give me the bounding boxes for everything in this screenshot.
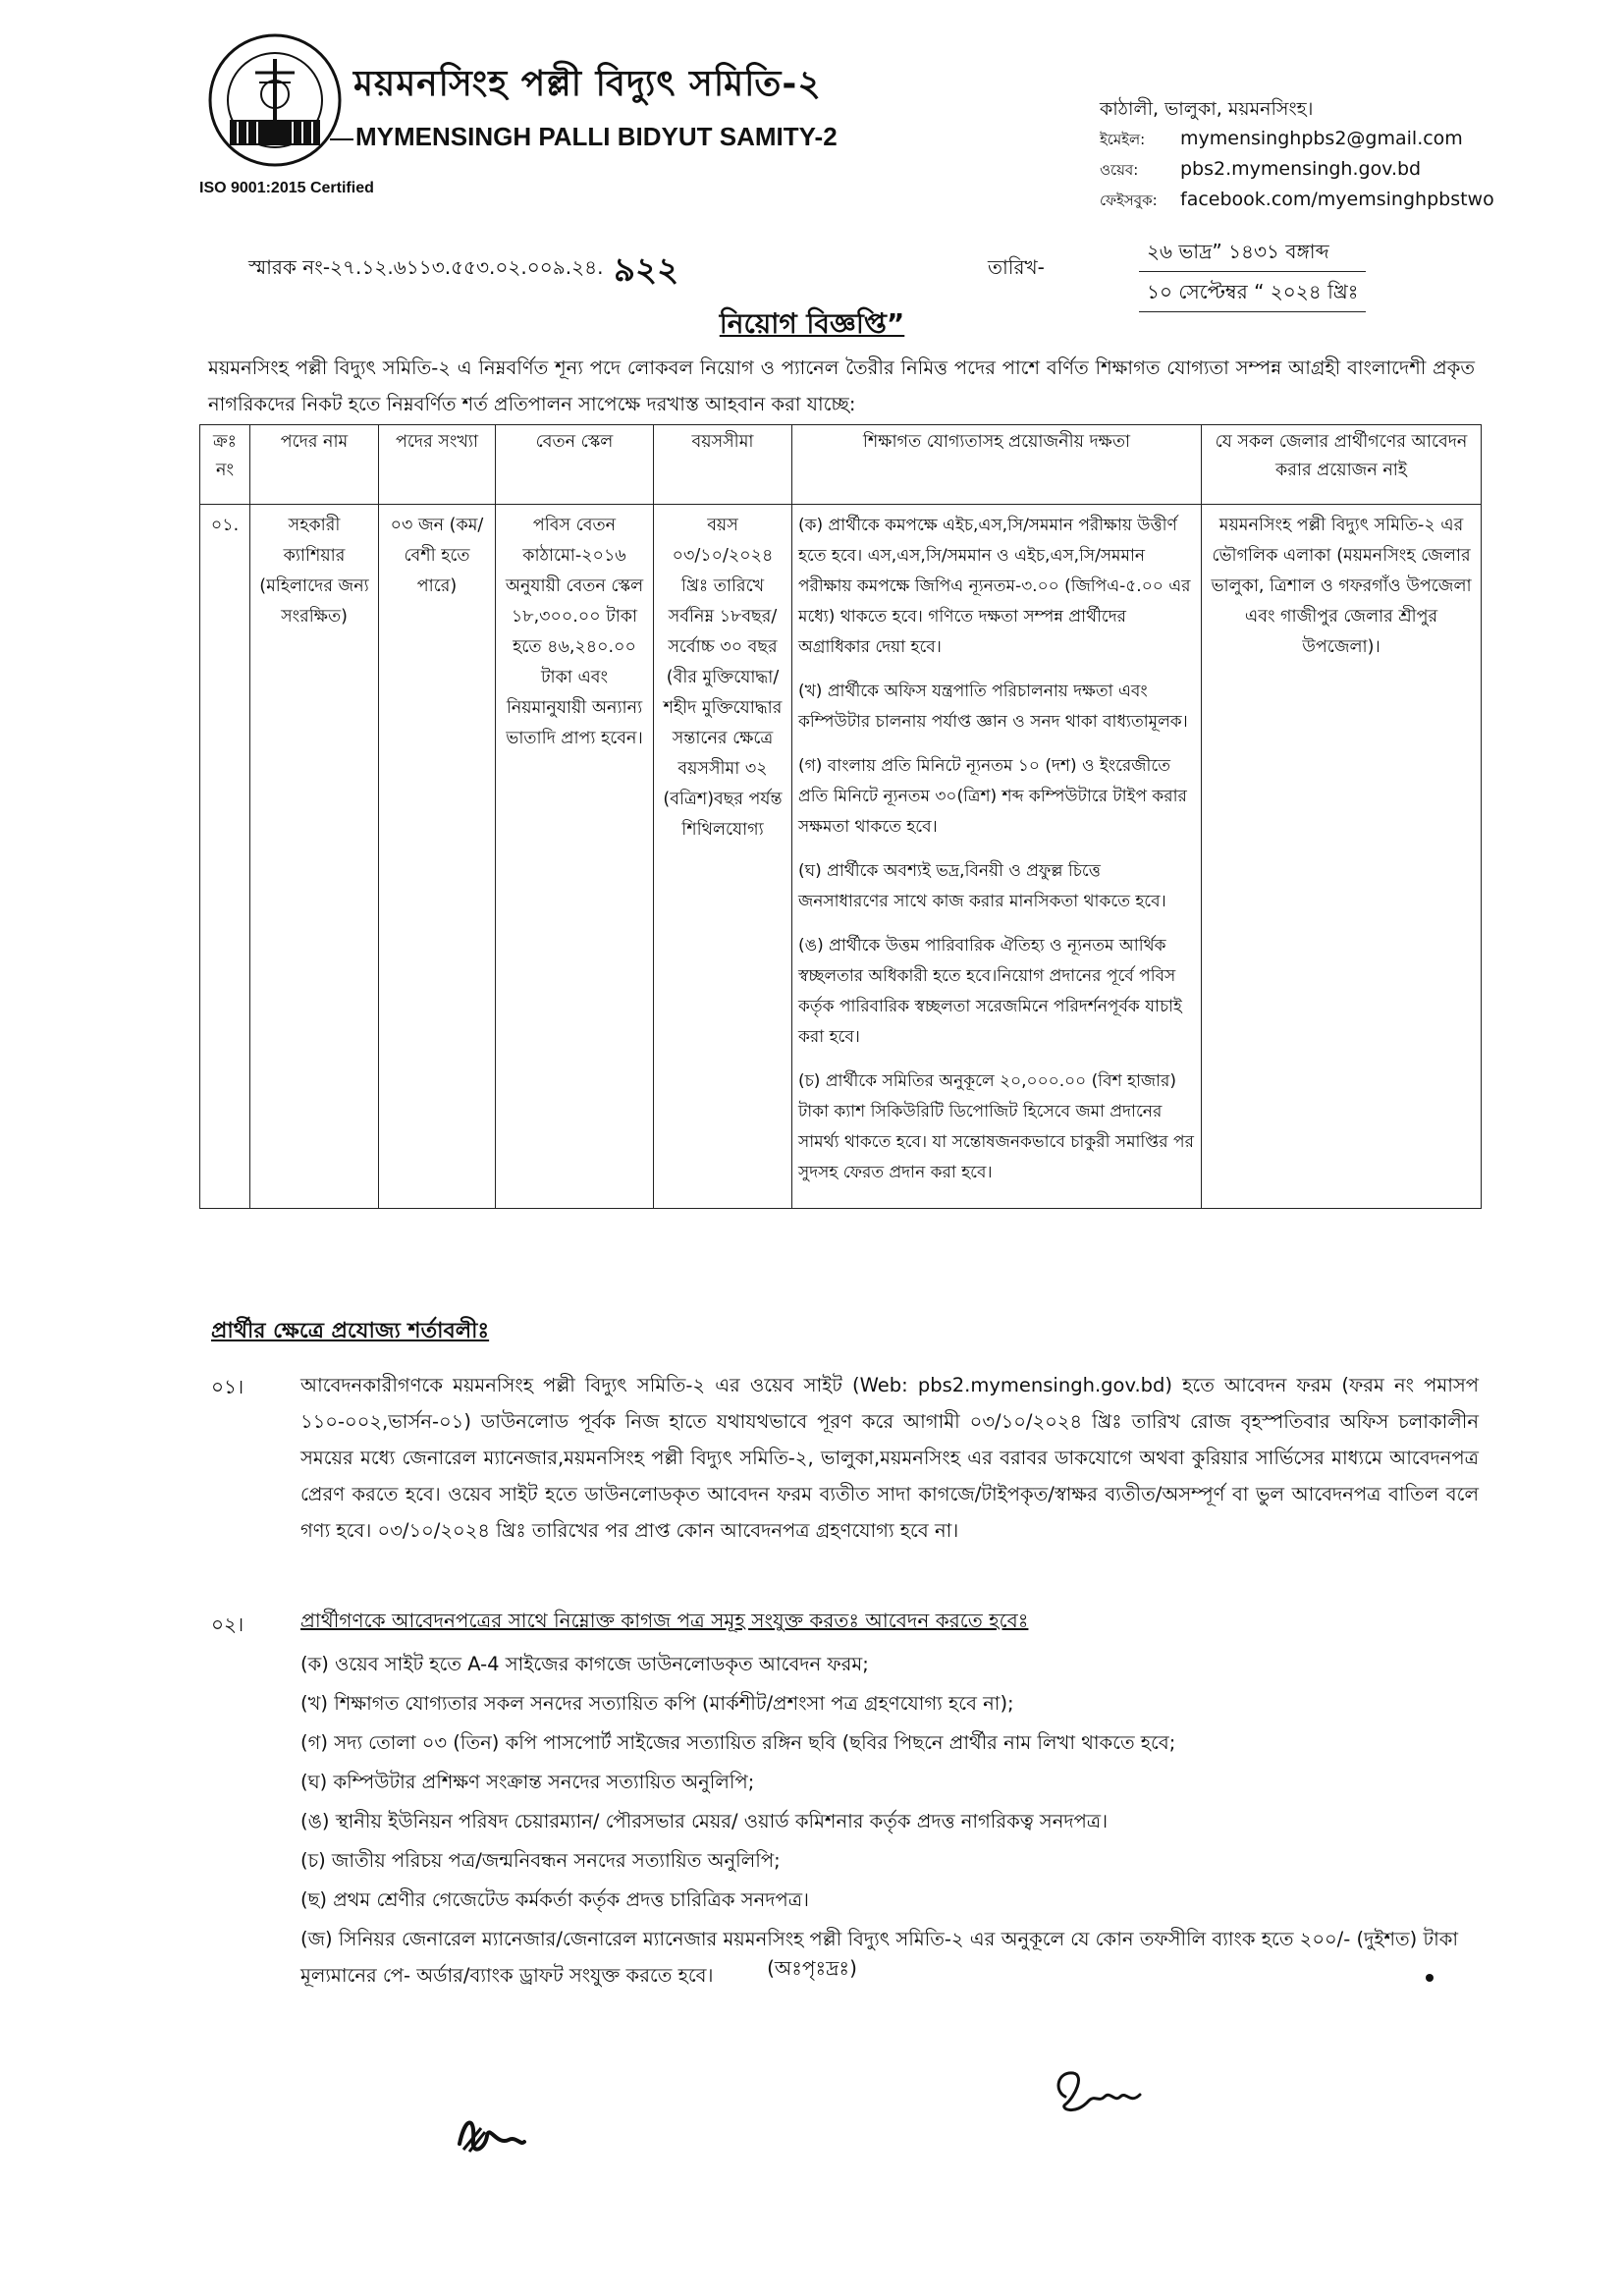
condition-2-number: ০২। xyxy=(211,1613,244,1636)
email-label: ইমেইল: xyxy=(1100,131,1146,148)
memo-reference: স্মারক নং-২৭.১২.৬১১৩.৫৫৩.০২.০০৯.২৪. xyxy=(248,255,604,279)
continued-overleaf: (অঃপৃঃদ্রঃ) xyxy=(767,1956,857,1980)
document-item: (জ) সিনিয়র জেনারেল ম্যানেজার/জেনারেল ম্যানেজার ময়মনসিংহ পল্লী বিদ্যুৎ সমিতি-২ এর অনুকূলে যে কোন তফসীলি ব্যাংক হতে ২০০/- (দুইশত) টাকা মূল্যমানের পে- অর্ডার/ব্যাংক ড্রাফট সংযুক্ত করতে হবে। xyxy=(300,1928,1459,1987)
document-item: (গ) সদ্য তোলা ০৩ (তিন) কপি পাসপোর্ট সাইজের সত্যায়িত রঙ্গিন ছবি (ছবির পিছনে প্রার্থীর নাম লিখা থাকতে হবে; xyxy=(300,1731,1176,1754)
document-item: (চ) জাতীয় পরিচয় পত্র/জন্মনিবন্ধন সনদের সত্যায়িত অনুলিপি; xyxy=(300,1849,781,1872)
header-qualification: শিক্ষাগত যোগ্যতাসহ প্রয়োজনীয় দক্ষতা xyxy=(792,425,1202,505)
table-row xyxy=(200,505,1482,1209)
facebook-row xyxy=(1100,185,1494,215)
org-name-english: MYMENSINGH PALLI BIDYUT SAMITY-2 xyxy=(355,122,838,151)
email: mymensinghpbs2@gmail.com xyxy=(1180,128,1463,149)
ink-dot xyxy=(1426,1974,1434,1982)
header-count: পদের সংখ্যা xyxy=(379,425,496,505)
org-name-bangla: ময়মনসিংহ পল্লী বিদ্যুৎ সমিতি-২ xyxy=(353,64,822,104)
vacancy-table xyxy=(199,424,1482,1209)
facebook: facebook.com/myemsinghpbstwo xyxy=(1180,189,1494,210)
memo-date xyxy=(1139,232,1366,312)
document-item: (ক) ওয়েব সাইট হতে A-4 সাইজের কাগজে ডাউনলোডকৃত আবেদন ফরম; xyxy=(300,1653,869,1675)
condition-1-text: আবেদনকারীগণকে ময়মনসিংহ পল্লী বিদ্যুৎ সমিতি-২ এর ওয়েব সাইট (Web: pbs2.mymensingh.gov.bd) হতে আবেদন ফরম (ফরম নং পমাসপ ১১০-০০২,ভার্সন-০১) ডাউনলোড পূর্বক নিজ হাতে যথাযথভাবে পূরণ করে আগামী ০৩/১০/২০২৪ খ্রিঃ তারিখ রোজ বৃহস্পতিবার অফিস চলাকালীন সময়ের মধ্যে জেনারেল ম্যানেজার,ময়মনসিংহ পল্লী বিদ্যুৎ সমিতি-২, ভালুকা,ময়মনসিংহ এর বরাবর ডাকযোগে অথবা কুরিয়ার সার্ভিসের মাধ্যমে আবেদনপত্র প্রেরণ করতে হবে। ওয়েব সাইট হতে ডাউনলোডকৃত আবেদন ফরম ব্যতীত সাদা কাগজে/টাইপকৃত/স্বাক্ষর ব্যতীত/অসম্পূর্ণ বা ভুল আবেদনপত্র বাতিল বলে গণ্য হবে। ০৩/১০/২০২৪ খ্রিঃ তারিখের পর প্রাপ্ত কোন আবেদনপত্র গ্রহণযোগ্য হবে না। xyxy=(300,1374,1479,1542)
header-excluded-districts: যে সকল জেলার প্রার্থীগণের আবেদন করার প্রয়োজন নাই xyxy=(1202,425,1482,505)
date-bangla: ২৬ ভাদ্র” ১৪৩১ বঙ্গাব্দ xyxy=(1139,232,1366,272)
required-documents-list xyxy=(300,1646,1479,1996)
header-age: বয়সসীমা xyxy=(654,425,792,505)
notice-title xyxy=(0,302,1624,349)
email-row xyxy=(1100,124,1494,154)
iso-certification: ISO 9001:2015 Certified xyxy=(199,180,374,196)
document-item: (ঙ) স্থানীয় ইউনিয়ন পরিষদ চেয়ারম্যান/ পৌরসভার মেয়র/ ওয়ার্ড কমিশনার কর্তৃক প্রদত্ত নাগরিকত্ব সনদপত্র। xyxy=(300,1810,1109,1832)
qualification-item: (ক) প্রার্থীকে কমপক্ষে এইচ,এস,সি/সমমান পরীক্ষায় উত্তীর্ণ হতে হবে। এস,এস,সি/সমমান ও এইচ,এস,সি/সমমান পরীক্ষায় কমপক্ষে জিপিএ ন্যূনতম-৩.০০ (জিপিএ-৫.০০ এর মধ্যে) থাকতে হবে। গণিতে দক্ষতা সম্পন্ন প্রার্থীদের অগ্রাধিকার দেয়া হবে। xyxy=(798,516,1191,657)
header-serial: ক্রঃ নং xyxy=(200,425,250,505)
document-item: (ঘ) কম্পিউটার প্রশিক্ষণ সংক্রান্ত সনদের সত্যায়িত অনুলিপি; xyxy=(300,1771,755,1793)
qualification-item: (ঘ) প্রার্থীকে অবশ্যই ভদ্র,বিনয়ী ও প্রফুল্ল চিত্তে জনসাধারণের সাথে কাজ করার মানসিকতা থাকতে হবে। xyxy=(798,861,1166,911)
header-post: পদের নাম xyxy=(250,425,379,505)
row-count: ০৩ জন (কম/বেশী হতে পারে) xyxy=(379,505,496,1209)
conditions-heading: প্রার্থীর ক্ষেত্রে প্রযোজ্য শর্তাবলীঃ xyxy=(211,1319,490,1343)
header-salary: বেতন স্কেল xyxy=(496,425,654,505)
signature-initial xyxy=(452,2106,530,2169)
document-item: (খ) শিক্ষাগত যোগ্যতার সকল সনদের সত্যায়িত কপি (মার্কশীট/প্রশংসা পত্র গ্রহণযোগ্য হবে না); xyxy=(300,1692,1014,1715)
row-excluded-districts: ময়মনসিংহ পল্লী বিদ্যুৎ সমিতি-২ এর ভৌগলিক এলাকা (ময়মনসিংহ জেলার ভালুকা, ত্রিশাল ও গফরগাঁও উপজেলা এবং গাজীপুর জেলার শ্রীপুর উপজেলা)। xyxy=(1202,505,1482,1209)
row-qualifications xyxy=(792,505,1202,1209)
web-label: ওয়েব: xyxy=(1100,161,1139,179)
contact-block xyxy=(1100,94,1494,215)
row-post: সহকারী ক্যাশিয়ার (মহিলাদের জন্য সংরক্ষিত) xyxy=(250,505,379,1209)
qualification-item: (গ) বাংলায় প্রতি মিনিটে ন্যূনতম ১০ (দশ) ও ইংরেজীতে প্রতি মিনিটে ন্যূনতম ৩০(ত্রিশ) শব্দ কম্পিউটারে টাইপ করার সক্ষমতা থাকতে হবে। xyxy=(798,756,1187,837)
qualification-item: (ঙ) প্রার্থীকে উত্তম পারিবারিক ঐতিহ্য ও ন্যূনতম আর্থিক স্বচ্ছলতার অধিকারী হতে হবে।নিয়োগ প্রদানের পূর্বে পবিস কর্তৃক পারিবারিক স্বচ্ছলতা সরেজমিনে পরিদর্শনপূর্বক যাচাই করা হবে। xyxy=(798,936,1182,1047)
date-label: তারিখ- xyxy=(988,255,1045,279)
table-header-row xyxy=(200,425,1482,505)
address: কাঠালী, ভালুকা, ময়মনসিংহ। xyxy=(1100,98,1314,120)
qualification-item: (চ) প্রার্থীকে সমিতির অনুকূলে ২০,০০০.০০ (বিশ হাজার) টাকা ক্যাশ সিকিউরিটি ডিপোজিট হিসেবে জমা প্রদানের সামর্থ্য থাকতে হবে। যা সন্তোষজনকভাবে চাকুরী সমাপ্তির পর সুদসহ ফেরত প্রদান করা হবে। xyxy=(798,1071,1194,1182)
pbs-logo xyxy=(194,29,361,177)
row-salary: পবিস বেতন কাঠামো-২০১৬ অনুযায়ী বেতন স্কেল ১৮,৩০০.০০ টাকা হতে ৪৬,২৪০.০০ টাকা এবং নিয়মানুযায়ী অন্যান্য ভাতাদি প্রাপ্য হবেন। xyxy=(496,505,654,1209)
row-serial: ০১. xyxy=(200,505,250,1209)
website: pbs2.mymensingh.gov.bd xyxy=(1180,158,1422,180)
row-age: বয়স ০৩/১০/২০২৪ খ্রিঃ তারিখে সর্বনিম্ন ১৮বছর/সর্বোচ্চ ৩০ বছর (বীর মুক্তিযোদ্ধা/ শহীদ মুক্তিযোদ্ধার সন্তানের ক্ষেত্রে বয়সসীমা ৩২ (বত্রিশ)বছর পর্যন্ত শিথিলযোগ্য xyxy=(654,505,792,1209)
condition-2-heading: প্রার্থীগণকে আবেদনপত্রের সাথে নিম্নোক্ত কাগজ পত্র সমূহ সংযুক্ত করতঃ আবেদন করতে হবেঃ xyxy=(300,1609,1029,1632)
date-english: ১০ সেপ্টেম্বর “ ২০২৪ খ্রিঃ xyxy=(1139,272,1366,312)
facebook-label: ফেইসবুক: xyxy=(1100,191,1158,209)
qualification-item: (খ) প্রার্থীকে অফিস যন্ত্রপাতি পরিচালনায় দক্ষতা এবং কম্পিউটার চালনায় পর্যাপ্ত জ্ঞান ও সনদ থাকা বাধ্যতামূলক। xyxy=(798,682,1188,732)
condition-1-number: ০১। xyxy=(211,1375,244,1398)
document-item: (ছ) প্রথম শ্রেণীর গেজেটেড কর্মকর্তা কর্তৃক প্রদত্ত চারিত্রিক সনদপত্র। xyxy=(300,1888,809,1911)
memo-handwritten-number: ৯২২ xyxy=(614,250,679,290)
intro-paragraph: ময়মনসিংহ পল্লী বিদ্যুৎ সমিতি-২ এ নিম্নবর্ণিত শূন্য পদে লোকবল নিয়োগ ও প্যানেল তৈরীর নিমিত্ত পদের পাশে বর্ণিত শিক্ষাগত যোগ্যতা সম্পন্ন আগ্রহী বাংলাদেশী প্রকৃত নাগরিকদের নিকট হতে নিম্নবর্ণিত শর্ত প্রতিপালন সাপেক্ষে দরখাস্ত আহবান করা যাচ্ছে: xyxy=(208,356,1475,415)
signature-official xyxy=(1046,2057,1154,2130)
web-row xyxy=(1100,154,1494,185)
notice-title-text: নিয়োগ বিজ্ঞপ্তি” xyxy=(719,307,905,340)
